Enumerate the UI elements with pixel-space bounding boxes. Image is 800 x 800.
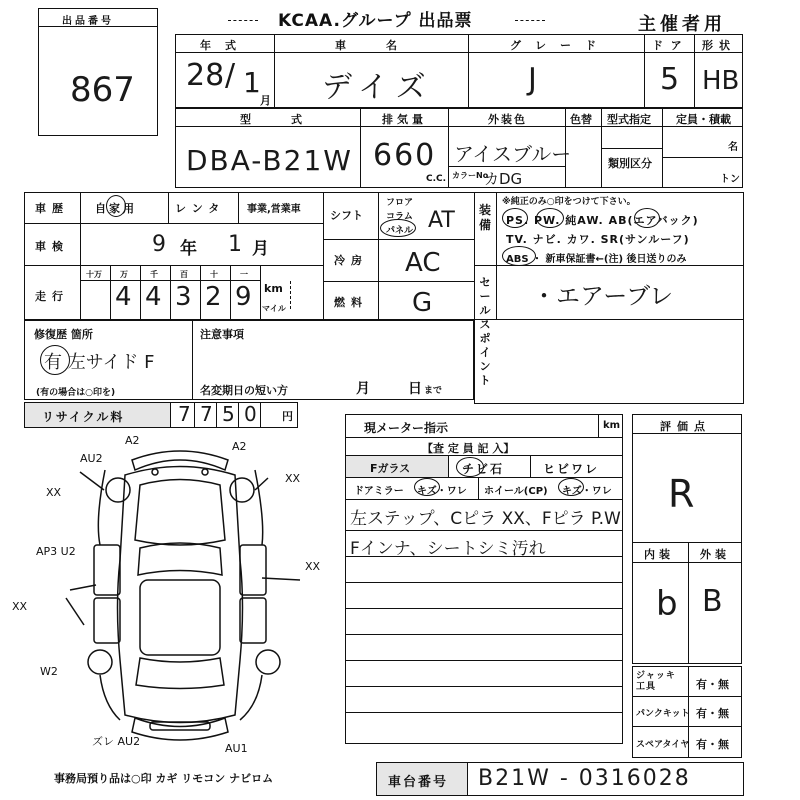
ac-label: 冷房: [334, 254, 368, 267]
equipment-line1: PS. PW. 純AW. AB(エアバック): [506, 214, 699, 227]
year-label: 年式: [200, 39, 250, 52]
shift-value: AT: [428, 208, 455, 233]
abs-circle: [502, 246, 536, 266]
selling-points-label: セールスポイント: [479, 276, 491, 387]
ac-value: AC: [405, 248, 441, 278]
mileage-digit: 3: [175, 282, 192, 312]
door-value: 5: [660, 62, 680, 97]
mileage-place-100k: 十万: [86, 270, 102, 279]
inspector-notes-line1: 左ステップ、Cピラ XX、Fピラ P.W: [350, 509, 621, 529]
capacity-unit-persons: 名: [728, 142, 738, 153]
history-business: 事業,営業車: [247, 204, 301, 215]
mark-a: AU2: [80, 452, 103, 465]
shift-floor: フロア: [386, 198, 414, 208]
puncture-kit-label: パンクキット: [636, 709, 690, 719]
chassis-value: B21W - 0316028: [478, 766, 691, 791]
inspector-notes-line2: Fインナ、シートシミ汚れ: [350, 539, 546, 559]
door-mirror-options: キズ・ワレ: [417, 486, 467, 497]
recycle-digit: 0: [244, 402, 257, 426]
mileage-digit: 4: [145, 282, 162, 312]
chip-option: チビ石: [462, 462, 505, 476]
jack-label: ジャッキ工具: [636, 671, 676, 692]
shift-column: コラム: [386, 212, 413, 222]
grade-label: グレード: [510, 39, 610, 52]
expiry-suffix: まで: [424, 386, 443, 396]
color-no-value: カDG: [484, 170, 523, 188]
door-label: ドア: [652, 39, 690, 52]
spare-tire-label: スペアタイヤ: [636, 740, 690, 750]
spare-tire-options: 有・無: [696, 738, 729, 751]
mark-e: XX: [285, 472, 301, 485]
mark-c: A2: [232, 440, 247, 453]
model-value: DBA-B21W: [186, 144, 353, 177]
capacity-label: 定員・積載: [676, 113, 731, 126]
recycle-label: リサイクル料: [42, 410, 125, 424]
mileage-place-100: 百: [180, 270, 188, 279]
meter-label: 現メーター指示: [364, 421, 449, 435]
mile-unit: マイル: [262, 304, 286, 313]
capacity-unit-tons: トン: [720, 174, 740, 185]
door-mirror-label: ドアミラー: [354, 486, 404, 497]
organizer-label: 主催者用: [638, 14, 726, 35]
carname-value: デイズ: [322, 70, 434, 105]
car-damage-diagram: [0, 430, 340, 770]
carname-label: 車名: [335, 39, 437, 52]
exterior-color-label: 外装色: [488, 113, 527, 126]
chip-circle: [456, 457, 484, 477]
inspection-month-unit: 月: [252, 239, 269, 259]
recycle-digit: 7: [178, 402, 191, 426]
lot-number-label: 出品番号: [62, 16, 114, 27]
mileage-place-1k: 千: [150, 270, 158, 279]
history-rental: レンタ: [175, 202, 226, 215]
ab-circle: [634, 208, 660, 228]
mark-i: W2: [40, 665, 58, 678]
shape-label: 形状: [702, 39, 736, 52]
mileage-digit: 4: [115, 282, 132, 312]
recycle-digit: 5: [222, 402, 235, 426]
wheel-label: ホイール(CP): [484, 486, 548, 497]
inspection-label: 車検: [35, 240, 69, 253]
fuel-value: G: [412, 288, 433, 318]
repair-note: (有の場合は○印を): [36, 388, 116, 398]
equipment-label: 装備: [478, 203, 491, 232]
expiry-day-unit: 日: [408, 381, 422, 397]
inspector-label: 【査 定 員 記 入】: [422, 442, 515, 455]
crack-option: ヒビワレ: [543, 462, 600, 476]
mark-g: XX: [12, 600, 28, 613]
mileage-label: 走行: [35, 290, 69, 303]
mileage-digit: 9: [235, 282, 252, 312]
selling-box-extension: [474, 320, 744, 404]
shift-label: シフト: [330, 209, 363, 222]
ps-circle: [502, 208, 528, 228]
repair-history-value: 有 左サイド F: [44, 352, 155, 373]
puncture-kit-options: 有・無: [696, 707, 729, 720]
mileage-place-10: 十: [210, 270, 218, 279]
displacement-label: 排気量: [382, 113, 427, 126]
mirror-scratch-circle: [414, 478, 440, 496]
mark-f: AP3 U2: [36, 545, 76, 558]
interior-label: 内装: [644, 548, 674, 561]
interior-grade: b: [656, 584, 678, 624]
fuel-label: 燃料: [334, 296, 368, 309]
model-label: 型式: [240, 113, 342, 126]
cc-unit: C.C.: [426, 174, 447, 184]
equipment-note: ※純正のみ○印をつけて下さい。: [502, 197, 636, 207]
pw-circle: [536, 208, 564, 228]
chassis-label: 車台番号: [388, 775, 449, 790]
history-label: 車歴: [35, 202, 69, 215]
km-unit: km: [264, 282, 283, 295]
recycle-unit: 円: [282, 410, 293, 423]
mark-b: A2: [125, 434, 140, 447]
exterior-label: 外装: [700, 548, 730, 561]
mark-h: XX: [305, 560, 321, 573]
evaluation-frame: [632, 414, 742, 664]
front-glass-label: Fガラス: [370, 462, 411, 475]
evaluation-label: 評価点: [660, 420, 711, 433]
mileage-place-10k: 万: [120, 270, 128, 279]
history-private: 自家用: [95, 202, 137, 215]
lot-number-value: 867: [70, 70, 135, 110]
exterior-color-value: アイスブルー: [454, 142, 572, 166]
equipment-line3: ABS ・ 新車保証書←(注) 後日送りのみ: [506, 254, 687, 265]
color-no-label: カラーNo: [452, 171, 489, 180]
mileage-place-1: 一: [240, 270, 248, 279]
expiry-month-unit: 月: [356, 381, 370, 397]
year-value: 28: [186, 58, 225, 93]
type-designation-label: 型式指定: [607, 113, 651, 126]
displacement-value: 660: [373, 138, 437, 173]
office-note: 事務局預り品は○印 カギ リモコン ナビロム: [54, 772, 274, 785]
equipment-line2: TV. ナビ. カワ. SR(サンルーフ): [506, 233, 690, 246]
year-month-value: 1: [243, 66, 261, 99]
shape-value: HB: [702, 66, 740, 96]
evaluation-value: R: [668, 472, 695, 516]
mileage-digit: 2: [205, 282, 222, 312]
month-unit: 月: [260, 94, 271, 107]
jack-options: 有・無: [696, 678, 729, 691]
inspection-year-unit: 年: [180, 239, 197, 259]
slash-mark: /: [225, 58, 236, 93]
history-private-circle: [106, 195, 126, 217]
meter-unit: km: [603, 420, 621, 431]
inspection-month: 1: [228, 232, 242, 257]
recycle-digit: 7: [200, 402, 213, 426]
name-change-label: 名変期日の短い方: [200, 384, 288, 397]
form-title: KCAA.グループ 出品票: [278, 11, 473, 31]
mark-d: XX: [46, 486, 62, 499]
shift-panel: パネル: [386, 226, 414, 236]
inspection-year: 9: [152, 232, 166, 257]
category-label: 類別区分: [608, 157, 652, 170]
shift-panel-circle: [380, 219, 416, 237]
exterior-grade: B: [702, 584, 723, 619]
wheel-scratch-circle: [558, 478, 584, 496]
color-change-label: 色替: [570, 113, 592, 126]
grade-value: J: [528, 62, 537, 97]
selling-points-value: ・エアーブレ: [532, 282, 674, 310]
wheel-options: キズ・ワレ: [562, 486, 612, 497]
repair-history-label: 修復歴 箇所: [34, 328, 93, 341]
mark-j: ズレ AU2: [92, 735, 141, 748]
mark-k: AU1: [225, 742, 248, 755]
notes-label: 注意事項: [200, 328, 244, 341]
